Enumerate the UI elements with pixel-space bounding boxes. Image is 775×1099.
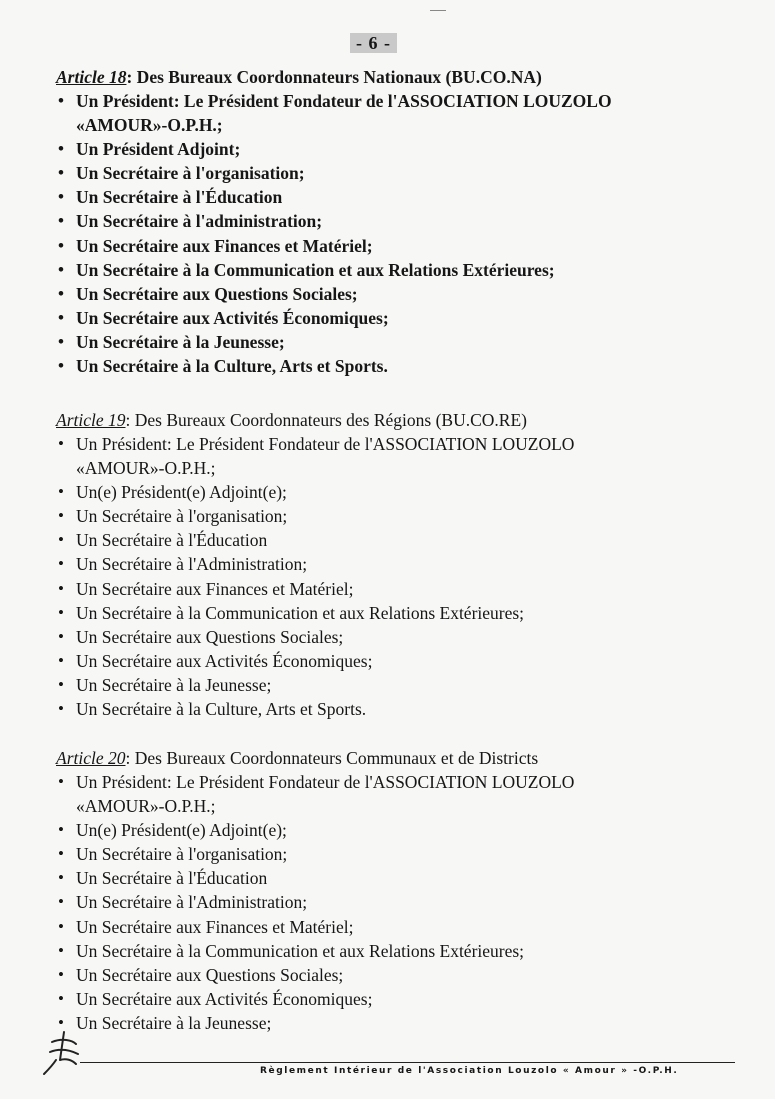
list-item: • Un Secrétaire aux Finances et Matériel; — [56, 234, 716, 258]
list-item: • Un Secrétaire aux Activités Économiques; — [56, 649, 716, 673]
article-label: Article 20 — [56, 748, 126, 768]
article-label: Article 19 — [56, 410, 126, 430]
article-title-text: : Des Bureaux Coordonnateurs des Régions (BU.CO.RE) — [125, 410, 527, 430]
list-item: • Un Secrétaire à l'organisation; — [56, 161, 716, 185]
list-item: • Un Secrétaire à la Communication et aux Relations Extérieures; — [56, 939, 716, 963]
article-19 — [56, 408, 716, 721]
page-number: - 6 - — [350, 33, 397, 53]
article-heading — [56, 746, 716, 770]
list-item: • Un Secrétaire à l'organisation; — [56, 842, 716, 866]
list-item: • Un Secrétaire aux Questions Sociales; — [56, 963, 716, 987]
article-heading — [56, 65, 716, 89]
list-item: • Un(e) Président(e) Adjoint(e); — [56, 818, 716, 842]
list-item: • Un Secrétaire aux Questions Sociales; — [56, 625, 716, 649]
list-item: • Un Secrétaire aux Finances et Matériel; — [56, 577, 716, 601]
list-item: • Un Secrétaire à l'Éducation — [56, 528, 716, 552]
list-item: • Un Secrétaire à la Culture, Arts et Sports. — [56, 697, 716, 721]
article-item-list — [56, 89, 716, 378]
article-heading — [56, 408, 716, 432]
list-item: • Un Secrétaire aux Questions Sociales; — [56, 282, 716, 306]
list-item: • Un Secrétaire à la Communication et aux Relations Extérieures; — [56, 258, 716, 282]
list-item: • Un Président: Le Président Fondateur de l'ASSOCIATION LOUZOLO «AMOUR»-O.P.H.; — [56, 432, 716, 480]
article-label: Article 18 — [56, 67, 127, 87]
list-item: • Un Secrétaire à la Jeunesse; — [56, 1011, 716, 1035]
signature-mark — [42, 1030, 86, 1076]
list-item: • Un(e) Président(e) Adjoint(e); — [56, 480, 716, 504]
list-item: • Un Président: Le Président Fondateur de l'ASSOCIATION LOUZOLO «AMOUR»-O.P.H.; — [56, 89, 716, 137]
list-item: • Un Secrétaire aux Activités Économiques; — [56, 987, 716, 1011]
article-20 — [56, 746, 716, 1035]
list-item: • Un Secrétaire à l'organisation; — [56, 504, 716, 528]
list-item: • Un Secrétaire à l'Éducation — [56, 185, 716, 209]
article-title-text: : Des Bureaux Coordonnateurs Communaux et de Districts — [125, 748, 539, 768]
article-item-list — [56, 770, 716, 1035]
list-item: • Un Secrétaire à la Culture, Arts et Sports. — [56, 354, 716, 378]
list-item: • Un Président: Le Président Fondateur de l'ASSOCIATION LOUZOLO «AMOUR»-O.P.H.; — [56, 770, 716, 818]
list-item: • Un Secrétaire à l'Administration; — [56, 552, 716, 576]
footer-rule — [80, 1062, 735, 1063]
list-item: • Un Secrétaire à la Communication et aux Relations Extérieures; — [56, 601, 716, 625]
article-item-list — [56, 432, 716, 721]
scan-mark — [430, 10, 446, 11]
article-title-text: : Des Bureaux Coordonnateurs Nationaux (BU.CO.NA) — [126, 67, 542, 87]
list-item: • Un Secrétaire à l'administration; — [56, 209, 716, 233]
list-item: • Un Secrétaire à la Jeunesse; — [56, 330, 716, 354]
list-item: • Un Secrétaire à la Jeunesse; — [56, 673, 716, 697]
article-18 — [56, 65, 716, 378]
footer-text: Règlement Intérieur de l'Association Louzolo « Amour » -O.P.H. — [260, 1066, 679, 1076]
list-item: • Un Secrétaire aux Finances et Matériel; — [56, 915, 716, 939]
list-item: • Un Secrétaire à l'Administration; — [56, 890, 716, 914]
list-item: • Un Secrétaire à l'Éducation — [56, 866, 716, 890]
list-item: • Un Secrétaire aux Activités Économiques; — [56, 306, 716, 330]
list-item: • Un Président Adjoint; — [56, 137, 716, 161]
